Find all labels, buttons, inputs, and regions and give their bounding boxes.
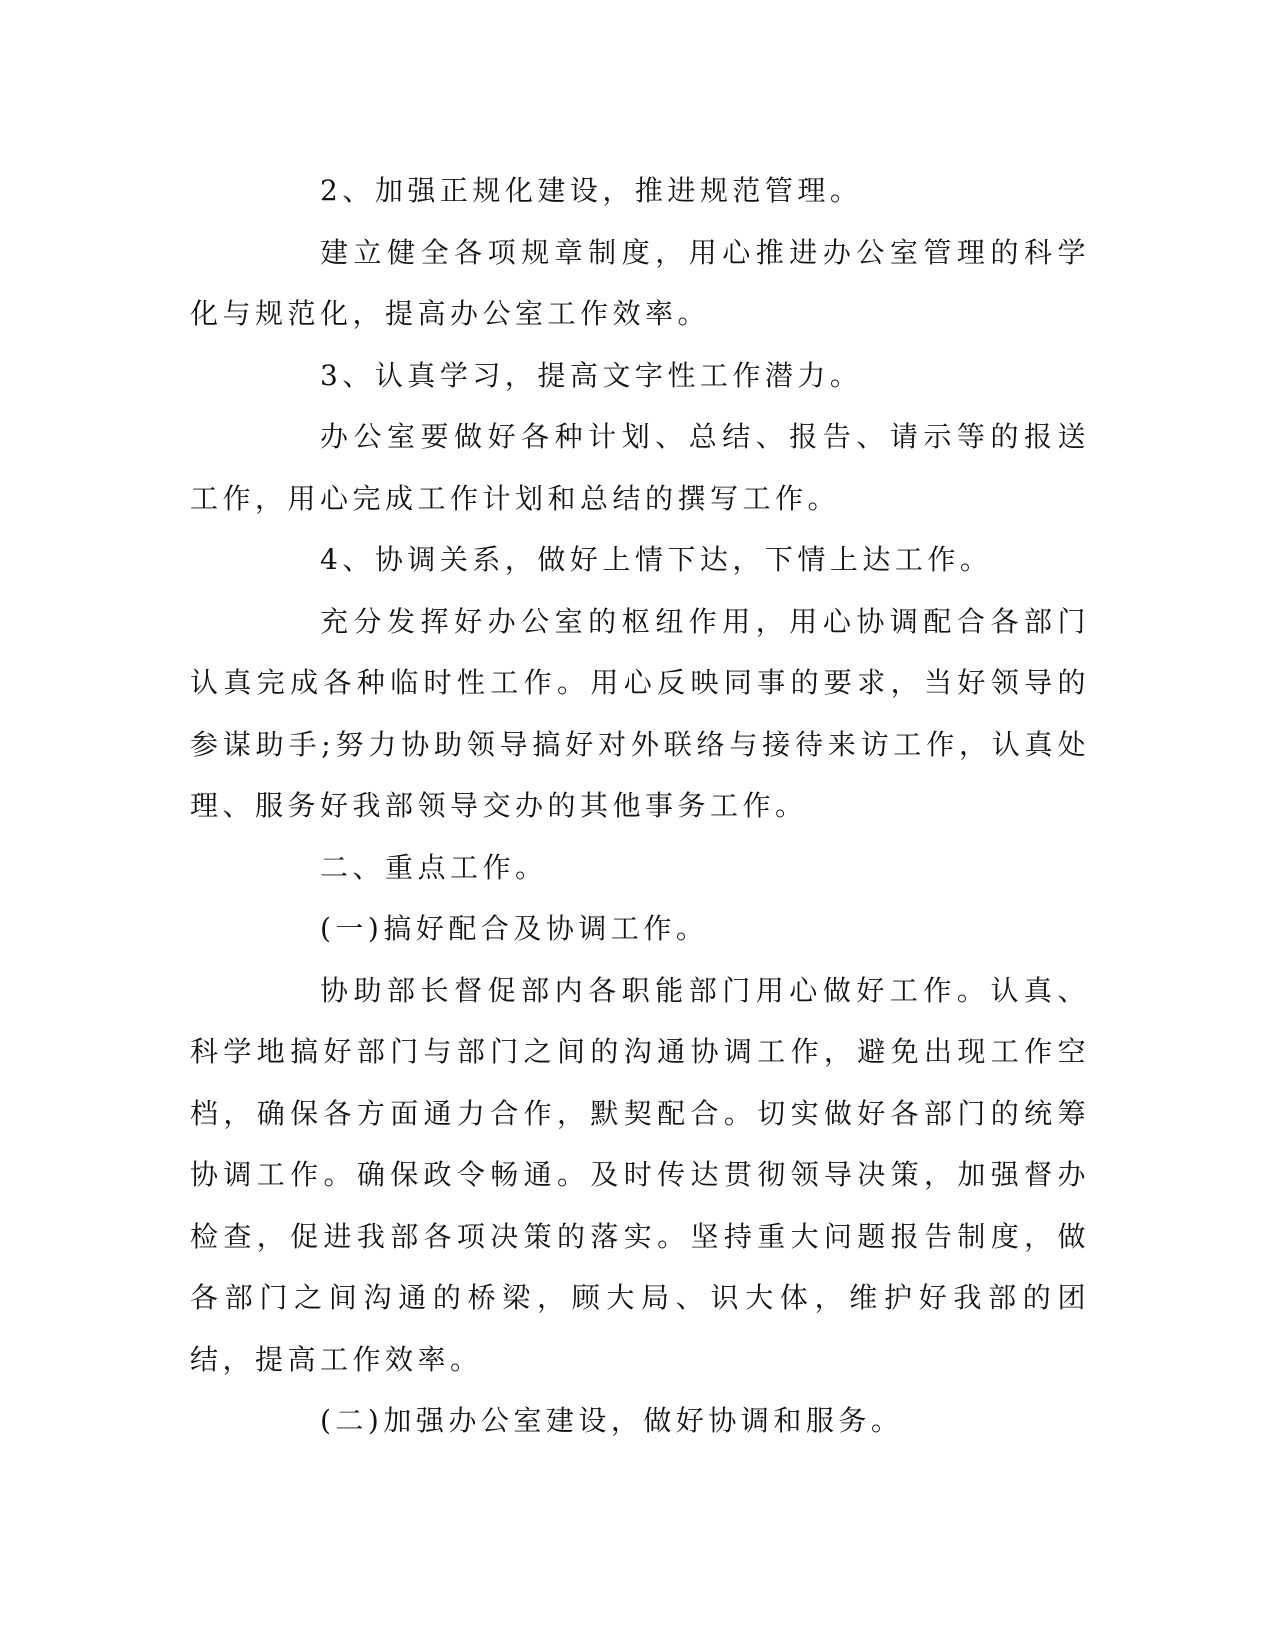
paragraph-cooperation: 协助部长督促部内各职能部门用心做好工作。认真、科学地搞好部门与部门之间的沟通协调工作，避免出现工作空档，确保各方面通力合作，默契配合。切实做好各部门的统筹协调工作。确保政令畅通。及时传达贯彻领导决策，加强督办检查，促进我部各项决策的落实。坚持重大问题报告制度，做各部门之间沟通的桥梁，顾大局、识大体，维护好我部的团结，提高工作效率。 (190, 973, 1090, 1376)
heading-standardization: 2、加强正规化建设，推进规范管理。 (320, 174, 863, 207)
subheading-office-building: (二)加强办公室建设，做好协调和服务。 (320, 1404, 904, 1437)
paragraph-coordination: 充分发挥好办公室的枢纽作用，用心协调配合各部门认真完成各种临时性工作。用心反映同事的要求，当好领导的参谋助手;努力协助领导搞好对外联络与接待来访工作，认真处理、服务好我部领导交办的其他事务工作。 (190, 604, 1090, 822)
subheading-cooperation: (一)搞好配合及协调工作。 (320, 912, 709, 945)
paragraph-study: 办公室要做好各种计划、总结、报告、请示等的报送工作，用心完成工作计划和总结的撰写工作。 (190, 420, 1090, 515)
paragraph-standardization: 建立健全各项规章制度，用心推进办公室管理的科学化与规范化，提高办公室工作效率。 (190, 235, 1090, 330)
document-body (190, 160, 1090, 1452)
heading-study: 3、认真学习，提高文字性工作潜力。 (320, 358, 863, 392)
heading-coordination: 4、协调关系，做好上情下达，下情上达工作。 (320, 543, 993, 576)
heading-key-work: 二、重点工作。 (320, 850, 548, 884)
